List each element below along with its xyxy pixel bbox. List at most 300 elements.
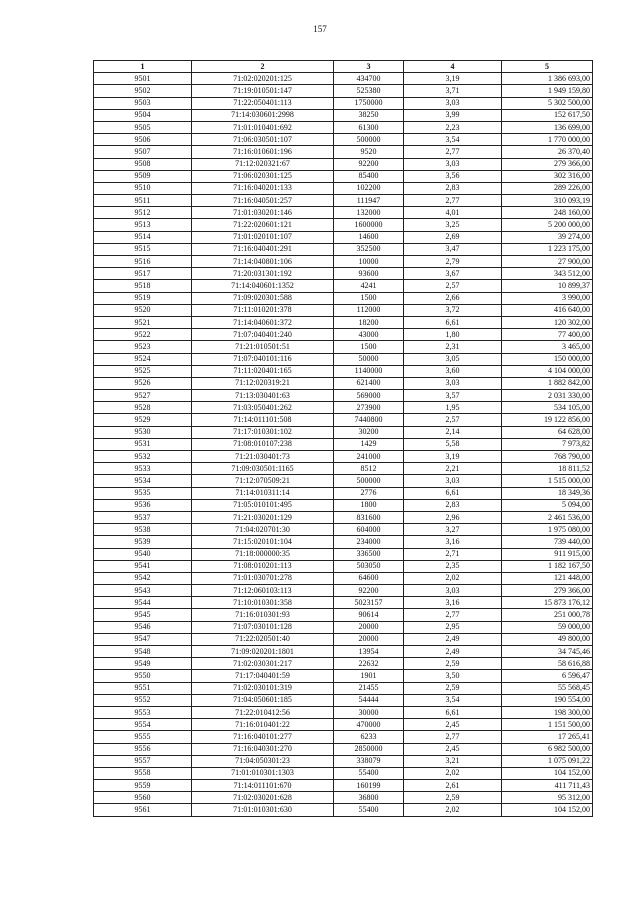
cadastral-number-cell: 71:17:010301:102 (192, 426, 334, 438)
rate-cell: 2,45 (404, 743, 502, 755)
rate-cell: 2,02 (404, 572, 502, 584)
cadastral-number-cell: 71:14:040801:106 (192, 256, 334, 268)
rate-cell: 2,14 (404, 426, 502, 438)
row-number-cell: 9528 (94, 402, 192, 414)
area-cell: 90614 (334, 609, 404, 621)
cadastral-number-cell: 71:14:010311:14 (192, 487, 334, 499)
amount-cell: 1 882 842,00 (502, 377, 593, 389)
table-row (94, 195, 593, 207)
cadastral-number-cell: 71:05:010101:495 (192, 499, 334, 511)
row-number-cell: 9557 (94, 755, 192, 767)
table-row (94, 670, 593, 682)
table-row (94, 658, 593, 670)
area-cell: 273900 (334, 402, 404, 414)
amount-cell: 1 151 500,00 (502, 719, 593, 731)
cadastral-number-cell: 71:07:030101:128 (192, 621, 334, 633)
cadastral-number-cell: 71:01:010401:692 (192, 121, 334, 133)
area-cell: 336500 (334, 548, 404, 560)
area-cell: 9520 (334, 146, 404, 158)
amount-cell: 5 302 500,00 (502, 97, 593, 109)
table-row (94, 487, 593, 499)
rate-cell: 2,45 (404, 719, 502, 731)
table-row (94, 292, 593, 304)
row-number-cell: 9535 (94, 487, 192, 499)
cadastral-number-cell: 71:14:040601:1352 (192, 280, 334, 292)
rate-cell: 2,59 (404, 792, 502, 804)
table-row (94, 804, 593, 816)
cadastral-number-cell: 71:02:030101:319 (192, 682, 334, 694)
table-row (94, 329, 593, 341)
rate-cell: 2,69 (404, 231, 502, 243)
area-cell: 4241 (334, 280, 404, 292)
amount-cell: 5 200 000,00 (502, 219, 593, 231)
rate-cell: 4,01 (404, 207, 502, 219)
row-number-cell: 9510 (94, 182, 192, 194)
amount-cell: 416 640,00 (502, 304, 593, 316)
table-row (94, 560, 593, 572)
table-row (94, 706, 593, 718)
table-row (94, 438, 593, 450)
amount-cell: 58 616,88 (502, 658, 593, 670)
rate-cell: 2,49 (404, 633, 502, 645)
amount-cell: 1 975 080,00 (502, 524, 593, 536)
table-body (94, 73, 593, 816)
row-number-cell: 9501 (94, 73, 192, 85)
area-cell: 112000 (334, 304, 404, 316)
row-number-cell: 9556 (94, 743, 192, 755)
amount-cell: 121 448,00 (502, 572, 593, 584)
rate-cell: 3,72 (404, 304, 502, 316)
area-cell: 21455 (334, 682, 404, 694)
cadastral-number-cell: 71:02:030301:217 (192, 658, 334, 670)
table-row (94, 621, 593, 633)
rate-cell: 3,56 (404, 170, 502, 182)
rate-cell: 2,59 (404, 682, 502, 694)
cadastral-number-cell: 71:07:040101:116 (192, 353, 334, 365)
amount-cell: 34 745,46 (502, 646, 593, 658)
area-cell: 20000 (334, 633, 404, 645)
rate-cell: 3,99 (404, 109, 502, 121)
area-cell: 20000 (334, 621, 404, 633)
row-number-cell: 9503 (94, 97, 192, 109)
amount-cell: 279 366,00 (502, 585, 593, 597)
page-number: 157 (313, 24, 327, 34)
area-cell: 13954 (334, 646, 404, 658)
row-number-cell: 9504 (94, 109, 192, 121)
table-row (94, 256, 593, 268)
table-row (94, 207, 593, 219)
cadastral-number-cell: 71:16:040301:270 (192, 743, 334, 755)
row-number-cell: 9553 (94, 706, 192, 718)
rate-cell: 2,35 (404, 560, 502, 572)
cadastral-number-cell: 71:16:040101:277 (192, 731, 334, 743)
cadastral-number-cell: 71:11:010201:378 (192, 304, 334, 316)
rate-cell: 2,66 (404, 292, 502, 304)
cadastral-number-cell: 71:01:030701:278 (192, 572, 334, 584)
rate-cell: 3,67 (404, 268, 502, 280)
table-row (94, 97, 593, 109)
row-number-cell: 9547 (94, 633, 192, 645)
amount-cell: 6 596,47 (502, 670, 593, 682)
table-row (94, 792, 593, 804)
rate-cell: 3,03 (404, 475, 502, 487)
rate-cell: 3,03 (404, 97, 502, 109)
rate-cell: 2,95 (404, 621, 502, 633)
row-number-cell: 9522 (94, 329, 192, 341)
rate-cell: 2,77 (404, 195, 502, 207)
rate-cell: 2,57 (404, 280, 502, 292)
cadastral-number-cell: 71:14:040601:372 (192, 316, 334, 328)
area-cell: 10000 (334, 256, 404, 268)
row-number-cell: 9554 (94, 719, 192, 731)
rate-cell: 3,05 (404, 353, 502, 365)
row-number-cell: 9525 (94, 365, 192, 377)
cadastral-number-cell: 71:22:010412:56 (192, 706, 334, 718)
row-number-cell: 9521 (94, 316, 192, 328)
table-row (94, 121, 593, 133)
rate-cell: 2,31 (404, 341, 502, 353)
cadastral-number-cell: 71:09:020301:588 (192, 292, 334, 304)
row-number-cell: 9502 (94, 85, 192, 97)
table-row (94, 536, 593, 548)
table-row (94, 219, 593, 231)
row-number-cell: 9558 (94, 767, 192, 779)
cadastral-number-cell: 71:07:040401:240 (192, 329, 334, 341)
cadastral-number-cell: 71:01:020101:107 (192, 231, 334, 243)
amount-cell: 534 105,00 (502, 402, 593, 414)
area-cell: 22632 (334, 658, 404, 670)
row-number-cell: 9514 (94, 231, 192, 243)
area-cell: 470000 (334, 719, 404, 731)
row-number-cell: 9534 (94, 475, 192, 487)
amount-cell: 251 000,78 (502, 609, 593, 621)
cadastral-number-cell: 71:10:010301:358 (192, 597, 334, 609)
cadastral-number-cell: 71:06:020301:125 (192, 170, 334, 182)
rate-cell: 2,57 (404, 414, 502, 426)
cadastral-number-cell: 71:18:000000:35 (192, 548, 334, 560)
rate-cell: 2,02 (404, 767, 502, 779)
table-row (94, 548, 593, 560)
table-row (94, 109, 593, 121)
rate-cell: 6,61 (404, 316, 502, 328)
row-number-cell: 9523 (94, 341, 192, 353)
row-number-cell: 9544 (94, 597, 192, 609)
cadastral-number-cell: 71:16:040501:257 (192, 195, 334, 207)
area-cell: 54444 (334, 694, 404, 706)
rate-cell: 2,83 (404, 499, 502, 511)
amount-cell: 27 900,00 (502, 256, 593, 268)
row-number-cell: 9512 (94, 207, 192, 219)
row-number-cell: 9527 (94, 390, 192, 402)
area-cell: 93600 (334, 268, 404, 280)
cadastral-number-cell: 71:04:020701:30 (192, 524, 334, 536)
area-cell: 14600 (334, 231, 404, 243)
amount-cell: 18 811,52 (502, 463, 593, 475)
area-cell: 831600 (334, 511, 404, 523)
row-number-cell: 9505 (94, 121, 192, 133)
rate-cell: 2,71 (404, 548, 502, 560)
row-number-cell: 9550 (94, 670, 192, 682)
rate-cell: 1,80 (404, 329, 502, 341)
row-number-cell: 9537 (94, 511, 192, 523)
table-row (94, 694, 593, 706)
amount-cell: 739 440,00 (502, 536, 593, 548)
area-cell: 2776 (334, 487, 404, 499)
amount-cell: 150 000,00 (502, 353, 593, 365)
table-row (94, 182, 593, 194)
cadastral-number-cell: 71:12:060103:113 (192, 585, 334, 597)
area-cell: 18200 (334, 316, 404, 328)
amount-cell: 4 104 000,00 (502, 365, 593, 377)
rate-cell: 3,16 (404, 597, 502, 609)
area-cell: 5023157 (334, 597, 404, 609)
rate-cell: 1,95 (404, 402, 502, 414)
cadastral-number-cell: 71:02:020201:125 (192, 73, 334, 85)
rate-cell: 5,58 (404, 438, 502, 450)
area-cell: 500000 (334, 475, 404, 487)
table-row (94, 572, 593, 584)
amount-cell: 1 386 693,00 (502, 73, 593, 85)
cadastral-number-cell: 71:01:030201:146 (192, 207, 334, 219)
cadastral-number-cell: 71:08:010107:238 (192, 438, 334, 450)
amount-cell: 59 000,00 (502, 621, 593, 633)
rate-cell: 2,79 (404, 256, 502, 268)
table-row (94, 597, 593, 609)
amount-cell: 152 617,50 (502, 109, 593, 121)
row-number-cell: 9536 (94, 499, 192, 511)
cadastral-number-cell: 71:01:010301:630 (192, 804, 334, 816)
rate-cell: 2,59 (404, 658, 502, 670)
area-cell: 234000 (334, 536, 404, 548)
row-number-cell: 9506 (94, 134, 192, 146)
rate-cell: 3,60 (404, 365, 502, 377)
cadastral-number-cell: 71:04:050301:23 (192, 755, 334, 767)
cadastral-number-cell: 71:15:020101:104 (192, 536, 334, 548)
table-row (94, 365, 593, 377)
amount-cell: 279 366,00 (502, 158, 593, 170)
table-row (94, 243, 593, 255)
amount-cell: 411 711,43 (502, 780, 593, 792)
row-number-cell: 9526 (94, 377, 192, 389)
area-cell: 111947 (334, 195, 404, 207)
rate-cell: 2,21 (404, 463, 502, 475)
area-cell: 64600 (334, 572, 404, 584)
table-row (94, 463, 593, 475)
amount-cell: 64 628,00 (502, 426, 593, 438)
amount-cell: 2 461 536,00 (502, 511, 593, 523)
cadastral-number-cell: 71:21:010501:51 (192, 341, 334, 353)
rate-cell: 2,61 (404, 780, 502, 792)
cadastral-number-cell: 71:21:030201:129 (192, 511, 334, 523)
rate-cell: 2,77 (404, 146, 502, 158)
rate-cell: 3,19 (404, 451, 502, 463)
area-cell: 2850000 (334, 743, 404, 755)
amount-cell: 289 226,00 (502, 182, 593, 194)
rate-cell: 3,16 (404, 536, 502, 548)
area-cell: 569000 (334, 390, 404, 402)
rate-cell: 3,54 (404, 694, 502, 706)
table-row (94, 73, 593, 85)
table-row (94, 475, 593, 487)
row-number-cell: 9508 (94, 158, 192, 170)
area-cell: 500000 (334, 134, 404, 146)
rate-cell: 6,61 (404, 487, 502, 499)
table-row (94, 511, 593, 523)
row-number-cell: 9511 (94, 195, 192, 207)
rate-cell: 3,50 (404, 670, 502, 682)
row-number-cell: 9548 (94, 646, 192, 658)
amount-cell: 768 790,00 (502, 451, 593, 463)
area-cell: 1800 (334, 499, 404, 511)
rate-cell: 3,54 (404, 134, 502, 146)
row-number-cell: 9519 (94, 292, 192, 304)
row-number-cell: 9542 (94, 572, 192, 584)
column-header-5: 5 (502, 61, 593, 73)
area-cell: 85400 (334, 170, 404, 182)
area-cell: 55400 (334, 804, 404, 816)
table-row (94, 390, 593, 402)
rate-cell: 2,77 (404, 609, 502, 621)
row-number-cell: 9552 (94, 694, 192, 706)
row-number-cell: 9513 (94, 219, 192, 231)
row-number-cell: 9515 (94, 243, 192, 255)
amount-cell: 2 031 330,00 (502, 390, 593, 402)
rate-cell: 3,25 (404, 219, 502, 231)
amount-cell: 5 094,00 (502, 499, 593, 511)
cadastral-number-cell: 71:22:050401:113 (192, 97, 334, 109)
row-number-cell: 9561 (94, 804, 192, 816)
table-row (94, 780, 593, 792)
amount-cell: 6 982 500,00 (502, 743, 593, 755)
amount-cell: 1 515 000,00 (502, 475, 593, 487)
amount-cell: 17 265,41 (502, 731, 593, 743)
area-cell: 7440800 (334, 414, 404, 426)
table-row (94, 170, 593, 182)
row-number-cell: 9530 (94, 426, 192, 438)
area-cell: 525380 (334, 85, 404, 97)
table-row (94, 414, 593, 426)
column-header-2: 2 (192, 61, 334, 73)
column-header-4: 4 (404, 61, 502, 73)
row-number-cell: 9543 (94, 585, 192, 597)
table-row (94, 451, 593, 463)
amount-cell: 248 160,00 (502, 207, 593, 219)
area-cell: 43000 (334, 329, 404, 341)
row-number-cell: 9509 (94, 170, 192, 182)
amount-cell: 198 300,00 (502, 706, 593, 718)
amount-cell: 302 316,00 (502, 170, 593, 182)
table-row (94, 585, 593, 597)
table-row (94, 341, 593, 353)
cadastral-number-cell: 71:09:020201:1801 (192, 646, 334, 658)
register-table (93, 60, 593, 817)
cadastral-number-cell: 71:13:030401:63 (192, 390, 334, 402)
area-cell: 1500 (334, 341, 404, 353)
cadastral-number-cell: 71:19:010501:147 (192, 85, 334, 97)
table-row (94, 609, 593, 621)
area-cell: 1140000 (334, 365, 404, 377)
table-row (94, 646, 593, 658)
row-number-cell: 9551 (94, 682, 192, 694)
table-row (94, 719, 593, 731)
row-number-cell: 9516 (94, 256, 192, 268)
table-row (94, 280, 593, 292)
cadastral-number-cell: 71:16:040401:291 (192, 243, 334, 255)
area-cell: 50000 (334, 353, 404, 365)
amount-cell: 1 223 175,00 (502, 243, 593, 255)
table-row (94, 146, 593, 158)
area-cell: 434700 (334, 73, 404, 85)
row-number-cell: 9533 (94, 463, 192, 475)
table-row (94, 134, 593, 146)
row-number-cell: 9531 (94, 438, 192, 450)
cadastral-number-cell: 71:22:020501:40 (192, 633, 334, 645)
cadastral-number-cell: 71:21:030401:73 (192, 451, 334, 463)
table-row (94, 353, 593, 365)
table-row (94, 158, 593, 170)
row-number-cell: 9524 (94, 353, 192, 365)
cadastral-number-cell: 71:20:031301:192 (192, 268, 334, 280)
cadastral-number-cell: 71:22:020601:121 (192, 219, 334, 231)
row-number-cell: 9520 (94, 304, 192, 316)
rate-cell: 2,83 (404, 182, 502, 194)
rate-cell: 3,03 (404, 377, 502, 389)
area-cell: 503050 (334, 560, 404, 572)
cadastral-number-cell: 71:03:050401:262 (192, 402, 334, 414)
amount-cell: 39 274,00 (502, 231, 593, 243)
area-cell: 132000 (334, 207, 404, 219)
cadastral-number-cell: 71:14:011101:670 (192, 780, 334, 792)
area-cell: 6233 (334, 731, 404, 743)
area-cell: 102200 (334, 182, 404, 194)
rate-cell: 3,03 (404, 585, 502, 597)
row-number-cell: 9559 (94, 780, 192, 792)
cadastral-number-cell: 71:12:020319:21 (192, 377, 334, 389)
rate-cell: 2,23 (404, 121, 502, 133)
table-row (94, 731, 593, 743)
table-row (94, 755, 593, 767)
amount-cell: 104 152,00 (502, 804, 593, 816)
rate-cell: 2,49 (404, 646, 502, 658)
amount-cell: 911 915,00 (502, 548, 593, 560)
amount-cell: 1 770 000,00 (502, 134, 593, 146)
area-cell: 92200 (334, 158, 404, 170)
row-number-cell: 9546 (94, 621, 192, 633)
amount-cell: 26 370,40 (502, 146, 593, 158)
area-cell: 30200 (334, 426, 404, 438)
amount-cell: 15 873 176,12 (502, 597, 593, 609)
cadastral-number-cell: 71:08:010201:113 (192, 560, 334, 572)
rate-cell: 2,77 (404, 731, 502, 743)
table-row (94, 426, 593, 438)
column-header-1: 1 (94, 61, 192, 73)
cadastral-number-cell: 71:11:020401:165 (192, 365, 334, 377)
cadastral-number-cell: 71:12:020321:67 (192, 158, 334, 170)
cadastral-number-cell: 71:16:040201:133 (192, 182, 334, 194)
table-row (94, 268, 593, 280)
rate-cell: 3,19 (404, 73, 502, 85)
area-cell: 241000 (334, 451, 404, 463)
area-cell: 1901 (334, 670, 404, 682)
cadastral-number-cell: 71:01:010301:1303 (192, 767, 334, 779)
row-number-cell: 9539 (94, 536, 192, 548)
amount-cell: 3 465,00 (502, 341, 593, 353)
rate-cell: 3,71 (404, 85, 502, 97)
amount-cell: 19 122 856,00 (502, 414, 593, 426)
amount-cell: 310 093,19 (502, 195, 593, 207)
rate-cell: 6,61 (404, 706, 502, 718)
area-cell: 338079 (334, 755, 404, 767)
